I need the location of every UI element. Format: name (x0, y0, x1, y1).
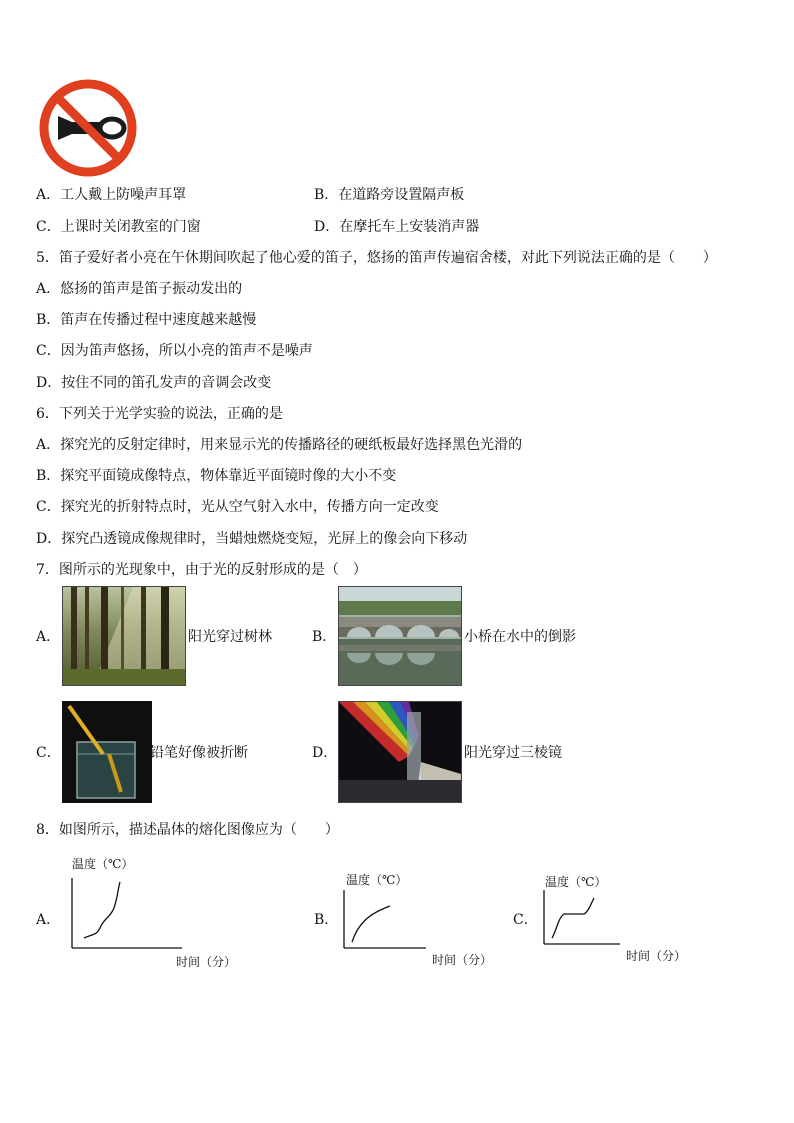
q6-stem: 6．下列关于光学实验的说法，正确的是 (36, 406, 283, 422)
q6-option-c: C．探究光的折射特点时，光从空气射入水中，传播方向一定改变 (36, 499, 439, 515)
graph-c-curve (552, 898, 594, 938)
graph-a-curve (84, 882, 120, 938)
q8-graph-c-letter: C． (513, 912, 538, 928)
pencil-in-water-image (62, 701, 152, 803)
q7-option-b-caption: 小桥在水中的倒影 (464, 629, 576, 645)
graph-b-curve (352, 906, 390, 942)
q7-stem: 7．图所示的光现象中，由于光的反射形成的是（ ） (36, 562, 367, 578)
q7-option-b-letter: B． (312, 629, 337, 645)
graph-c (538, 868, 698, 972)
graph-b-xlabel: 时间（分） (432, 953, 493, 967)
q5-option-b: B．笛声在传播过程中速度越来越慢 (36, 312, 257, 328)
graph-b (338, 868, 498, 972)
q7-option-c-letter: C． (36, 745, 61, 761)
q6-option-a: A．探究光的反射定律时，用来显示光的传播路径的硬纸板最好选择黑色光滑的 (36, 437, 523, 453)
graph-a (62, 852, 262, 974)
q7-option-d-letter: D． (312, 745, 338, 761)
graph-c-xlabel: 时间（分） (626, 949, 687, 963)
forest-image (62, 586, 186, 686)
q8-graph-b-letter: B． (314, 912, 339, 928)
q5-option-a: A．悠扬的笛声是笛子振动发出的 (36, 281, 243, 297)
graph-b-ylabel: 温度（℃） (346, 873, 408, 887)
q5-stem: 5．笛子爱好者小亮在午休期间吹起了他心爱的笛子，悠扬的笛声传遍宿舍楼，对此下列说法正确的是（ ） (36, 250, 717, 266)
q7-option-c-caption: 铅笔好像被折断 (150, 745, 248, 761)
q4-option-c: C．上课时关闭教室的门窗 (36, 219, 201, 235)
q8-stem: 8．如图所示，描述晶体的熔化图像应为（ ） (36, 822, 339, 838)
q5-option-c: C．因为笛声悠扬，所以小亮的笛声不是噪声 (36, 343, 313, 359)
prism-image (338, 701, 462, 803)
bridge-reflection-image (338, 586, 462, 686)
q8-graph-a-letter: A． (36, 912, 61, 928)
q4-option-d: D．在摩托车上安装消声器 (314, 219, 480, 235)
q5-option-d: D．按住不同的笛孔发声的音调会改变 (36, 375, 272, 391)
q7-option-a-caption: 阳光穿过树林 (188, 629, 272, 645)
q6-option-d: D．探究凸透镜成像规律时，当蜡烛燃烧变短，光屏上的像会向下移动 (36, 531, 468, 547)
graph-c-ylabel: 温度（℃） (545, 875, 607, 889)
q4-option-a: A．工人戴上防噪声耳罩 (36, 187, 187, 203)
graph-a-xlabel: 时间（分） (176, 955, 237, 969)
q4-option-b: B．在道路旁设置隔声板 (314, 187, 465, 203)
q6-option-b: B．探究平面镜成像特点，物体靠近平面镜时像的大小不变 (36, 468, 397, 484)
q7-option-d-caption: 阳光穿过三棱镜 (464, 745, 562, 761)
no-horn-sign-icon (38, 78, 138, 178)
q7-option-a-letter: A． (36, 629, 61, 645)
graph-a-ylabel: 温度（℃） (72, 857, 134, 871)
